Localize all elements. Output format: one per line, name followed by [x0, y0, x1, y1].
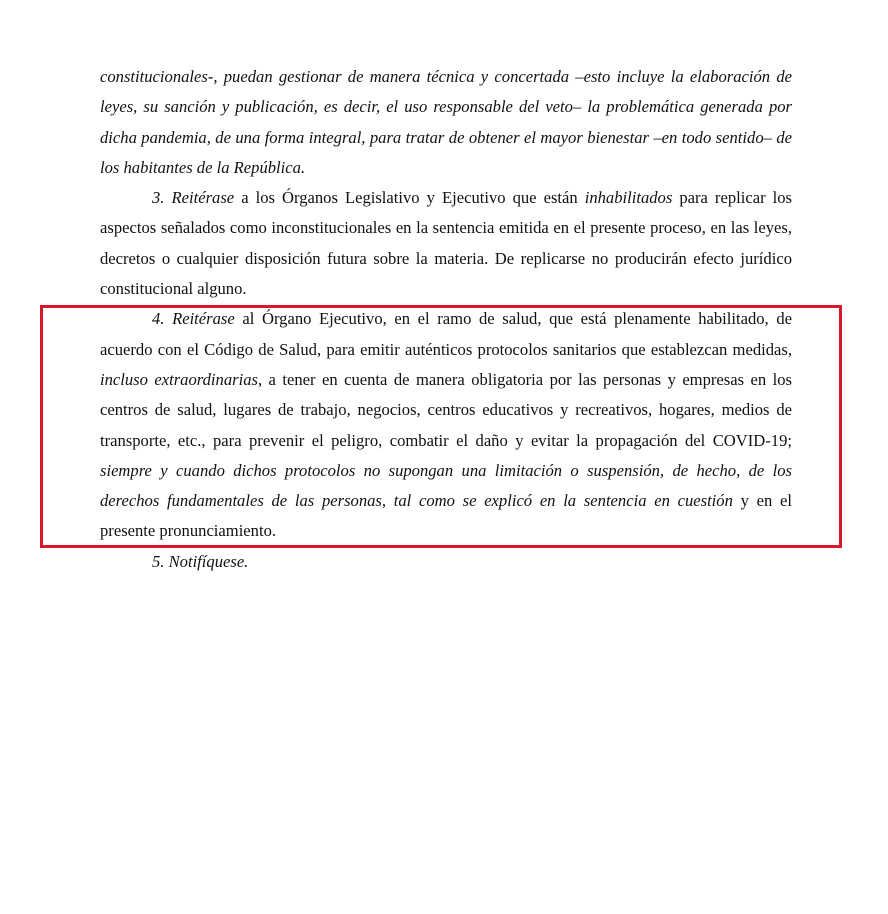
paragraph-5: [100, 547, 792, 577]
paragraph-4: [100, 304, 792, 546]
continuation-text: constitucionales-, puedan gestionar de manera técnica y concertada –esto incluye la elaboración de leyes, su sanción y publicación, es decir, el uso responsable del veto– la problemática generada por dicha pandemia, de una forma integral, para tratar de obtener el mayor bienestar –en todo sentido– de los habitantes de la República.: [100, 67, 792, 177]
paragraph-4-text-a: al Órgano Ejecutivo, en el ramo de salud, que está plenamente habilitado, de acuerdo con el Código de Salud, para emitir auténticos protocolos sanitarios que establezcan medidas,: [100, 309, 792, 359]
paragraph-4-text-c: y en el presente pronunciamiento.: [100, 491, 792, 541]
paragraph-3-number: 3. Reitérase: [152, 188, 235, 208]
paragraph-3: [100, 183, 792, 304]
paragraph-3-text-a: a los Órganos Legislativo y Ejecutivo que están: [234, 188, 585, 208]
paragraph-4-emphasis-a: incluso extraordinarias: [100, 369, 258, 389]
paragraph-3-text-b: para replicar los aspectos señalados como inconstitucionales en la sentencia emitida en el presente proceso, en las leyes, decretos o cualquier disposición futura sobre la materia. De replicarse no producirán efecto jurídico constitucional alguno.: [100, 188, 792, 299]
paragraph-4-text-b: , a tener en cuenta de manera obligatoria por las personas y empresas en los centros de salud, lugares de trabajo, negocios, centros educativos y recreativos, hogares, medios de transporte, etc., para prevenir el peligro, combatir el daño y evitar la propagación del COVID-19;: [100, 369, 792, 450]
paragraph-5-text: 5. Notifíquese.: [152, 551, 249, 571]
paragraph-3-emphasis: inhabilitados: [584, 188, 673, 208]
paragraph-4-emphasis-b: siempre y cuando dichos protocolos no supongan una limitación o suspensión, de hecho, de los derechos fundamentales de las personas, tal como se explicó en la sentencia en cuestión: [100, 460, 792, 511]
document-page: [100, 62, 792, 577]
paragraph-continuation: [100, 62, 792, 183]
paragraph-4-number: 4. Reitérase: [152, 309, 235, 329]
